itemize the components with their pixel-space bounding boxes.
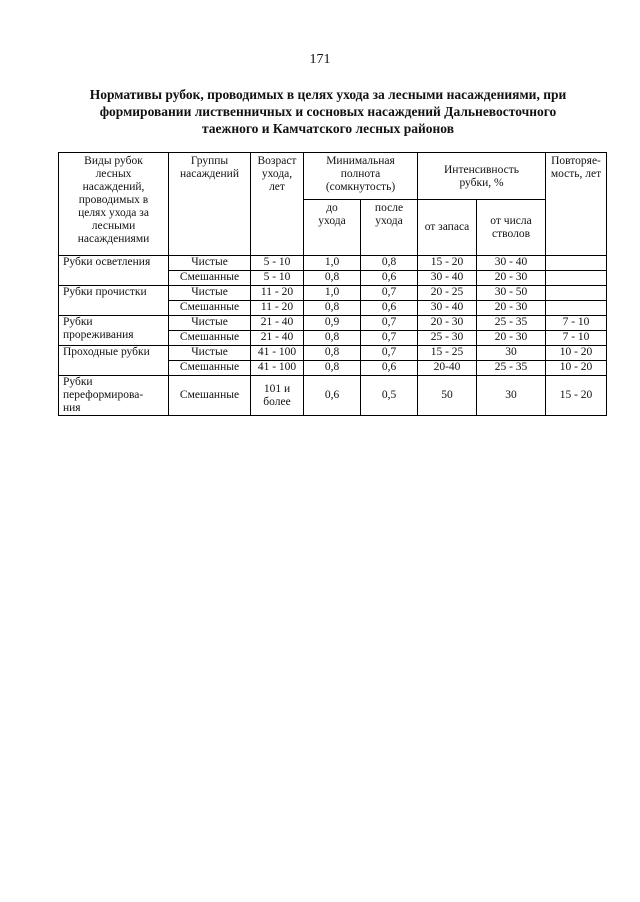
repeat-cell <box>546 256 607 271</box>
document-title <box>78 86 578 137</box>
after-cell: 0,6 <box>361 361 418 376</box>
title-line: формировании лиственничных и сосновых насаждений Дальневосточного <box>99 104 557 119</box>
age-cell: 41 - 100 <box>251 361 304 376</box>
stems-cell: 30 - 50 <box>477 286 546 301</box>
stems-cell: 25 - 35 <box>477 361 546 376</box>
header-stock: от запаса <box>418 200 477 256</box>
group-cell: Чистые <box>169 286 251 301</box>
group-cell: Смешанные <box>169 301 251 316</box>
repeat-cell <box>546 286 607 301</box>
before-cell: 0,9 <box>304 316 361 331</box>
cutting-type-line: Рубки <box>63 316 93 328</box>
stock-cell: 20-40 <box>418 361 477 376</box>
cutting-type-line: прореживания <box>63 329 134 341</box>
repeat-cell <box>546 271 607 286</box>
stock-cell: 25 - 30 <box>418 331 477 346</box>
cutting-type-line: Рубки осветления <box>63 256 151 268</box>
repeat-cell: 15 - 20 <box>546 376 607 416</box>
before-cell: 1,0 <box>304 256 361 271</box>
before-cell: 0,8 <box>304 361 361 376</box>
age-cell: 5 - 10 <box>251 256 304 271</box>
age-cell: 41 - 100 <box>251 346 304 361</box>
group-cell: Смешанные <box>169 361 251 376</box>
table-row <box>59 286 607 301</box>
stems-cell: 30 <box>477 346 546 361</box>
age-cell: 11 - 20 <box>251 301 304 316</box>
after-cell: 0,6 <box>361 301 418 316</box>
after-cell: 0,8 <box>361 256 418 271</box>
cutting-type-cell <box>59 286 169 316</box>
group-cell: Смешанные <box>169 331 251 346</box>
repeat-cell: 10 - 20 <box>546 346 607 361</box>
group-cell: Чистые <box>169 316 251 331</box>
repeat-cell: 7 - 10 <box>546 331 607 346</box>
before-cell: 1,0 <box>304 286 361 301</box>
header-after: после ухода <box>361 200 418 256</box>
group-cell: Чистые <box>169 346 251 361</box>
page-number: 171 <box>309 52 331 67</box>
norms-table <box>58 152 607 416</box>
after-cell: 0,6 <box>361 271 418 286</box>
stems-cell: 30 <box>477 376 546 416</box>
cutting-type-cell <box>59 316 169 346</box>
age-cell: 11 - 20 <box>251 286 304 301</box>
cutting-type-line: Проходные рубки <box>63 346 150 358</box>
table-row <box>59 316 607 331</box>
group-cell: Смешанные <box>169 271 251 286</box>
cutting-type-line: ния <box>63 402 81 414</box>
header-type: Виды рубок лесных насаждений, проводимых в целях ухода за лесными насаждениями <box>59 153 169 256</box>
title-line: таежного и Камчатского лесных районов <box>202 121 454 136</box>
stems-cell: 20 - 30 <box>477 331 546 346</box>
cutting-type-line: Рубки прочистки <box>63 286 147 298</box>
after-cell: 0,5 <box>361 376 418 416</box>
stock-cell: 30 - 40 <box>418 271 477 286</box>
stems-cell: 30 - 40 <box>477 256 546 271</box>
stock-cell: 15 - 20 <box>418 256 477 271</box>
repeat-cell <box>546 301 607 316</box>
stems-cell: 20 - 30 <box>477 301 546 316</box>
header-before: до ухода <box>304 200 361 256</box>
before-cell: 0,8 <box>304 331 361 346</box>
age-cell: 101 и более <box>251 376 304 416</box>
age-cell: 5 - 10 <box>251 271 304 286</box>
age-cell: 21 - 40 <box>251 316 304 331</box>
table-row <box>59 346 607 361</box>
stock-cell: 20 - 30 <box>418 316 477 331</box>
table-row <box>59 256 607 271</box>
cutting-type-line: переформирова- <box>63 389 144 401</box>
cutting-type-cell <box>59 346 169 376</box>
stems-cell: 20 - 30 <box>477 271 546 286</box>
stock-cell: 15 - 25 <box>418 346 477 361</box>
after-cell: 0,7 <box>361 331 418 346</box>
after-cell: 0,7 <box>361 286 418 301</box>
repeat-cell: 10 - 20 <box>546 361 607 376</box>
cutting-type-cell <box>59 256 169 286</box>
cutting-type-cell <box>59 376 169 416</box>
cutting-type-line: Рубки <box>63 376 93 388</box>
before-cell: 0,6 <box>304 376 361 416</box>
header-group: Группы насаждений <box>169 153 251 256</box>
header-stems: от числа стволов <box>477 200 546 256</box>
group-cell: Смешанные <box>169 376 251 416</box>
stock-cell: 30 - 40 <box>418 301 477 316</box>
header-intensity: Интенсивность рубки, % <box>418 153 546 200</box>
after-cell: 0,7 <box>361 346 418 361</box>
stock-cell: 50 <box>418 376 477 416</box>
group-cell: Чистые <box>169 256 251 271</box>
stock-cell: 20 - 25 <box>418 286 477 301</box>
table-row <box>59 376 607 416</box>
after-cell: 0,7 <box>361 316 418 331</box>
before-cell: 0,8 <box>304 301 361 316</box>
before-cell: 0,8 <box>304 271 361 286</box>
header-age: Возраст ухода, лет <box>251 153 304 256</box>
header-min-density: Минимальная полнота (сомкнутость) <box>304 153 418 200</box>
title-line: Нормативы рубок, проводимых в целях ухода за лесными насаждениями, при <box>89 87 567 102</box>
age-cell: 21 - 40 <box>251 331 304 346</box>
stems-cell: 25 - 35 <box>477 316 546 331</box>
before-cell: 0,8 <box>304 346 361 361</box>
repeat-cell: 7 - 10 <box>546 316 607 331</box>
header-repeat: Повторяе- мость, лет <box>546 153 607 256</box>
